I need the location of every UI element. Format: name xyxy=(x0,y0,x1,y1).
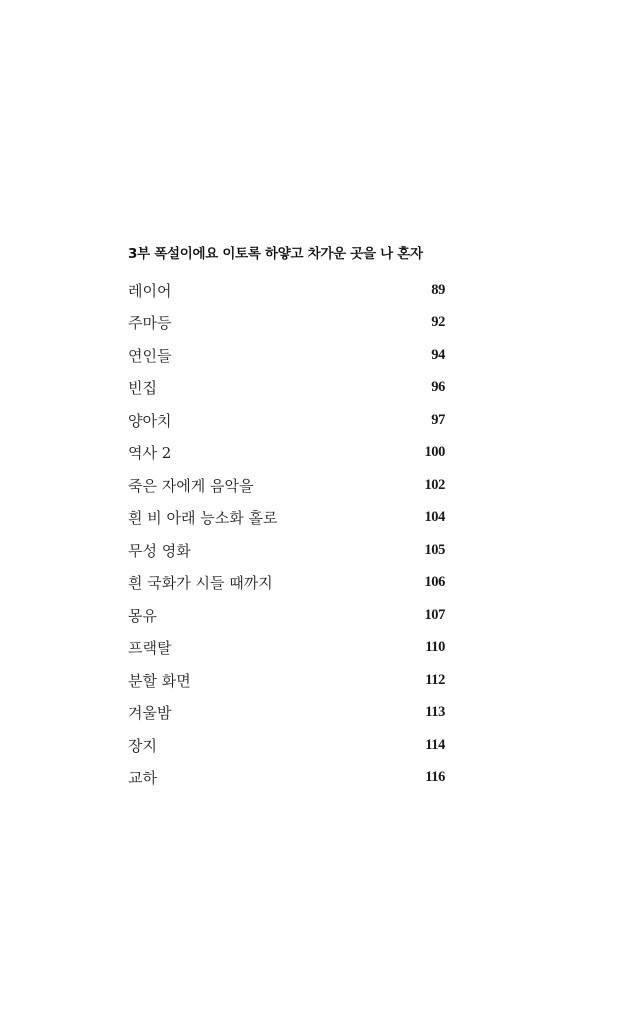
entry-page-number: 94 xyxy=(431,346,445,363)
toc-entry[interactable] xyxy=(128,697,445,730)
toc-entry[interactable] xyxy=(128,339,445,372)
entry-page-number: 116 xyxy=(425,769,445,786)
toc-entry[interactable] xyxy=(128,534,445,567)
toc-entry[interactable] xyxy=(128,664,445,697)
entry-page-number: 112 xyxy=(425,671,445,688)
entry-page-number: 105 xyxy=(424,541,445,558)
entry-page-number: 104 xyxy=(424,509,445,526)
entry-page-number: 96 xyxy=(431,379,445,396)
entry-page-number: 110 xyxy=(425,639,445,656)
entry-title: 프랙탈 xyxy=(128,639,172,658)
toc-entry[interactable] xyxy=(128,502,445,535)
toc-entry[interactable] xyxy=(128,632,445,665)
entry-page-number: 102 xyxy=(424,476,445,493)
toc-entry[interactable] xyxy=(128,469,445,502)
entry-title: 분할 화면 xyxy=(128,671,191,690)
entry-title: 연인들 xyxy=(128,346,172,365)
entry-title: 무성 영화 xyxy=(128,541,191,560)
entry-page-number: 100 xyxy=(424,444,445,461)
entry-page-number: 97 xyxy=(431,411,445,428)
entry-page-number: 114 xyxy=(425,736,445,753)
entry-title: 겨울밤 xyxy=(128,704,172,723)
entry-title: 교하 xyxy=(128,769,157,788)
entry-title: 주마등 xyxy=(128,314,172,333)
entry-title: 흰 국화가 시들 때까지 xyxy=(128,574,273,593)
toc-entry[interactable] xyxy=(128,404,445,437)
entry-page-number: 113 xyxy=(425,704,445,721)
entry-title: 역사 2 xyxy=(128,444,172,463)
entry-page-number: 106 xyxy=(424,574,445,591)
toc-entry[interactable] xyxy=(128,762,445,795)
toc-entry[interactable] xyxy=(128,372,445,405)
entry-title: 몽유 xyxy=(128,606,157,625)
toc-entry[interactable] xyxy=(128,274,445,307)
entry-title: 흰 비 아래 능소화 홀로 xyxy=(128,509,278,528)
toc-entry[interactable] xyxy=(128,307,445,340)
table-of-contents xyxy=(128,241,445,794)
entry-title: 양아치 xyxy=(128,411,172,430)
entry-page-number: 107 xyxy=(424,606,445,623)
entry-page-number: 92 xyxy=(431,314,445,331)
entry-title: 레이어 xyxy=(128,281,172,300)
entry-page-number: 89 xyxy=(431,281,445,298)
toc-entry[interactable] xyxy=(128,567,445,600)
toc-entry[interactable] xyxy=(128,437,445,470)
entry-title: 죽은 자에게 음악을 xyxy=(128,476,254,495)
section-heading: 3부 폭설이에요 이토록 하얗고 차가운 곳을 나 혼자 xyxy=(128,246,423,262)
entry-title: 빈집 xyxy=(128,379,157,398)
toc-entry[interactable] xyxy=(128,729,445,762)
entry-title: 장지 xyxy=(128,736,157,755)
toc-entry[interactable] xyxy=(128,599,445,632)
